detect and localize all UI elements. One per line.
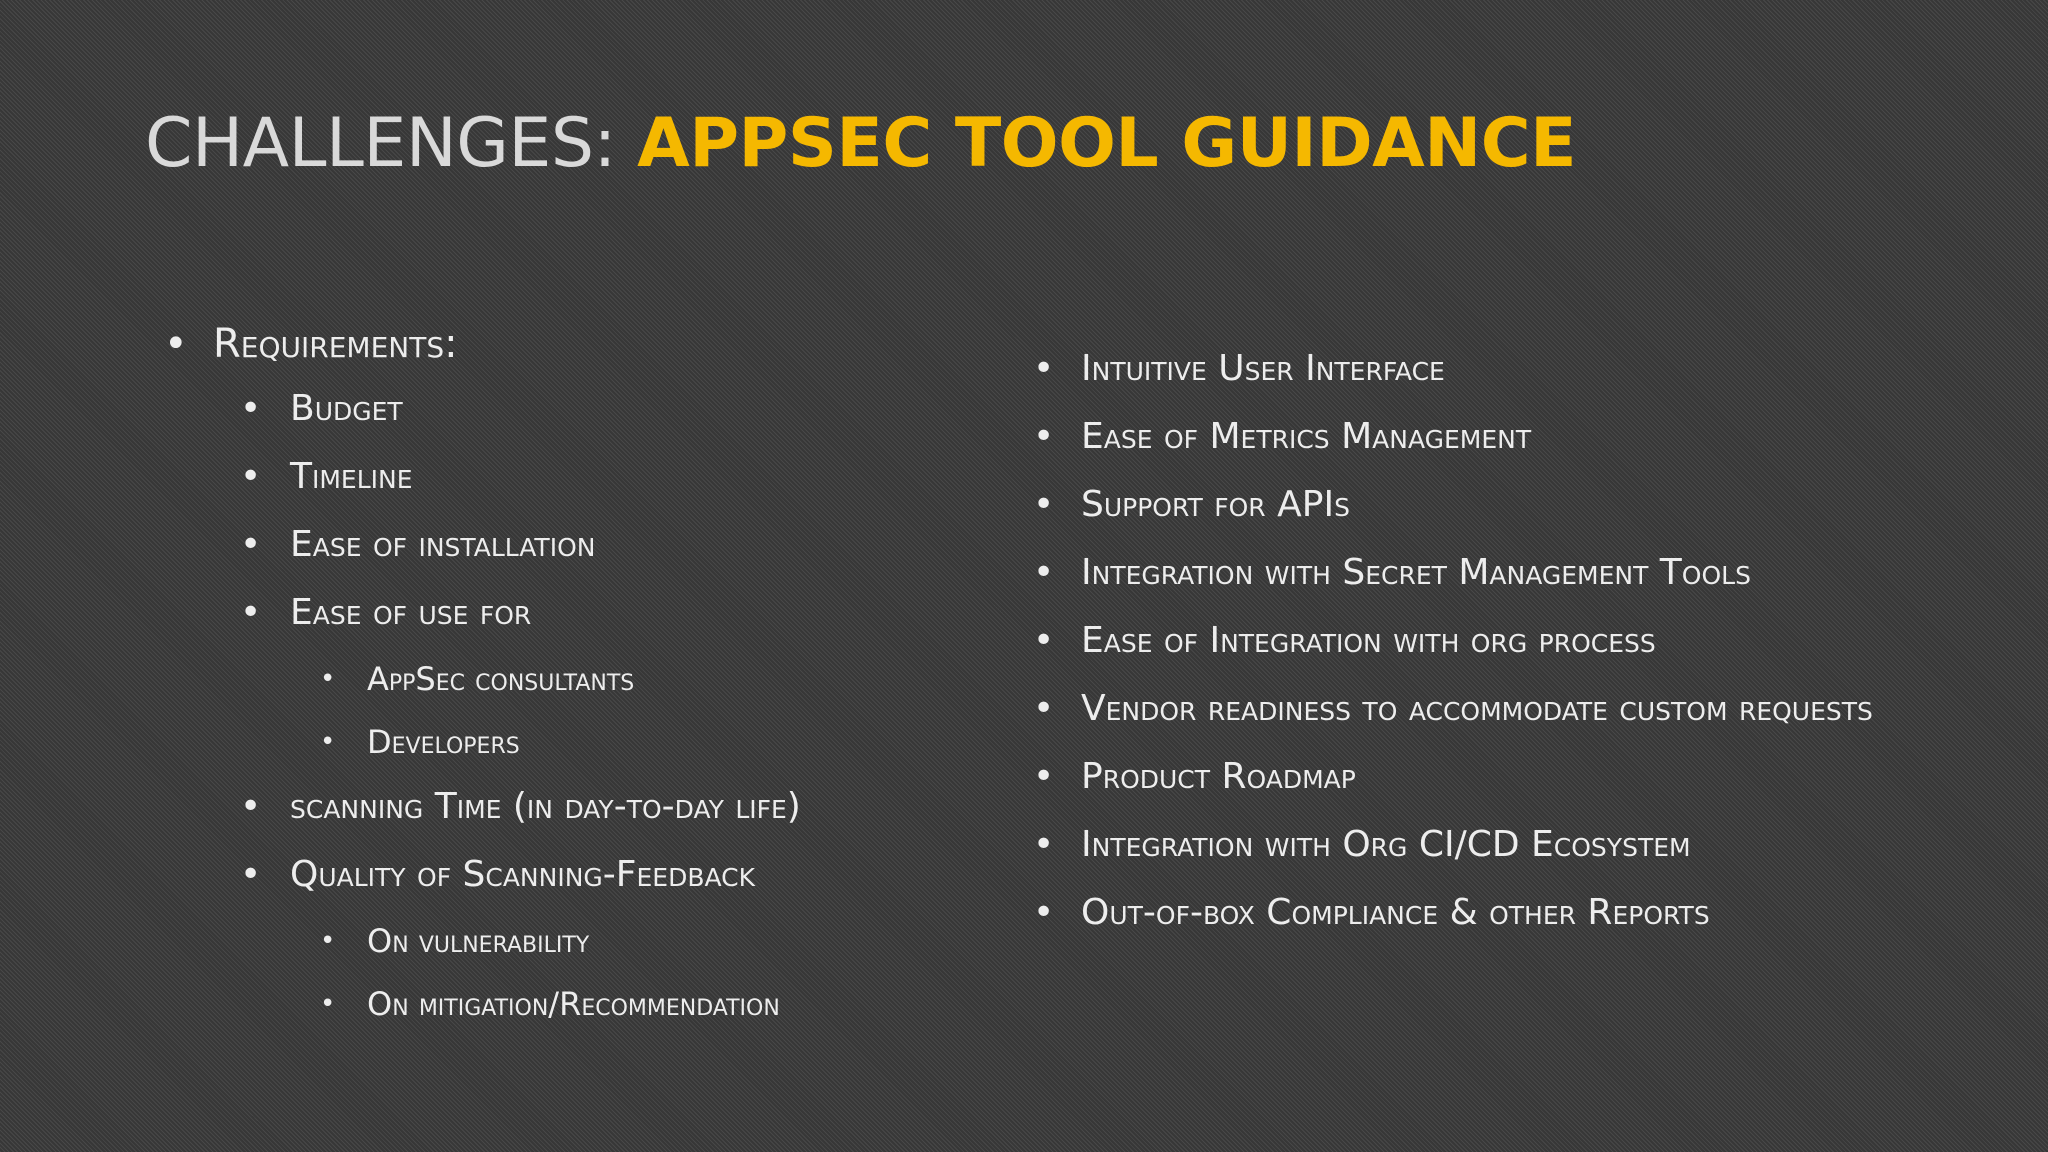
list-item <box>1025 550 1873 596</box>
list-item-text: Requirements: <box>213 321 458 367</box>
list-item <box>1025 346 1873 392</box>
bullet-icon: • <box>1033 892 1055 933</box>
bullet-icon: • <box>320 664 336 694</box>
list-item <box>160 852 801 898</box>
list-item-text: On vulnerability <box>367 922 590 960</box>
list-item-text: On mitigation/Recommendation <box>367 985 780 1023</box>
requirements-list <box>160 318 801 1046</box>
list-item-text: Out-of-box Compliance & other Reports <box>1081 892 1710 933</box>
list-item <box>160 522 801 568</box>
list-item-text: scanning Time (in day-to-day life) <box>290 786 801 827</box>
list-item <box>1025 414 1873 460</box>
list-item <box>160 920 801 962</box>
bullet-icon: • <box>1033 416 1055 457</box>
list-item-text: Timeline <box>290 456 413 497</box>
list-item-text: Integration with Org CI/CD Ecosystem <box>1081 824 1691 865</box>
bullet-icon: • <box>320 926 336 956</box>
bullet-icon: • <box>240 592 262 633</box>
slide-title <box>145 100 1576 188</box>
list-item <box>1025 482 1873 528</box>
bullet-icon: • <box>1033 756 1055 797</box>
list-item-text: Quality of Scanning-Feedback <box>290 854 755 895</box>
list-item-text: Intuitive User Interface <box>1081 348 1445 389</box>
bullet-icon: • <box>164 321 188 367</box>
title-accent: APPSEC TOOL GUIDANCE <box>637 104 1577 183</box>
list-item-text: Budget <box>290 388 403 429</box>
bullet-icon: • <box>1033 552 1055 593</box>
list-item <box>160 386 801 432</box>
list-item-text: Vendor readiness to accommodate custom requests <box>1081 688 1873 729</box>
list-item <box>160 721 801 763</box>
list-item <box>160 590 801 636</box>
list-item-text: AppSec consultants <box>367 660 635 698</box>
bullet-icon: • <box>320 727 336 757</box>
bullet-icon: • <box>1033 348 1055 389</box>
bullet-icon: • <box>1033 484 1055 525</box>
list-item-text: Support for APIs <box>1081 484 1350 525</box>
list-item <box>160 784 801 830</box>
criteria-list <box>1025 346 1873 958</box>
title-prefix: CHALLENGES: <box>145 104 638 183</box>
list-item <box>1025 754 1873 800</box>
list-item-text: Ease of use for <box>290 592 532 633</box>
bullet-icon: • <box>240 524 262 565</box>
bullet-icon: • <box>240 456 262 497</box>
list-item <box>160 318 801 370</box>
list-item-text: Integration with Secret Management Tools <box>1081 552 1751 593</box>
list-item-text: Developers <box>367 723 520 761</box>
bullet-icon: • <box>240 388 262 429</box>
list-item <box>1025 890 1873 936</box>
list-item-text: Product Roadmap <box>1081 756 1356 797</box>
list-item <box>160 658 801 700</box>
list-item <box>1025 618 1873 664</box>
list-item-text: Ease of Metrics Management <box>1081 416 1532 457</box>
bullet-icon: • <box>240 854 262 895</box>
bullet-icon: • <box>320 989 336 1019</box>
list-item <box>160 983 801 1025</box>
bullet-icon: • <box>1033 620 1055 661</box>
list-item <box>1025 686 1873 732</box>
list-item <box>1025 822 1873 868</box>
bullet-icon: • <box>1033 688 1055 729</box>
bullet-icon: • <box>240 786 262 827</box>
bullet-icon: • <box>1033 824 1055 865</box>
list-item-text: Ease of installation <box>290 524 596 565</box>
list-item <box>160 454 801 500</box>
list-item-text: Ease of Integration with org process <box>1081 620 1656 661</box>
